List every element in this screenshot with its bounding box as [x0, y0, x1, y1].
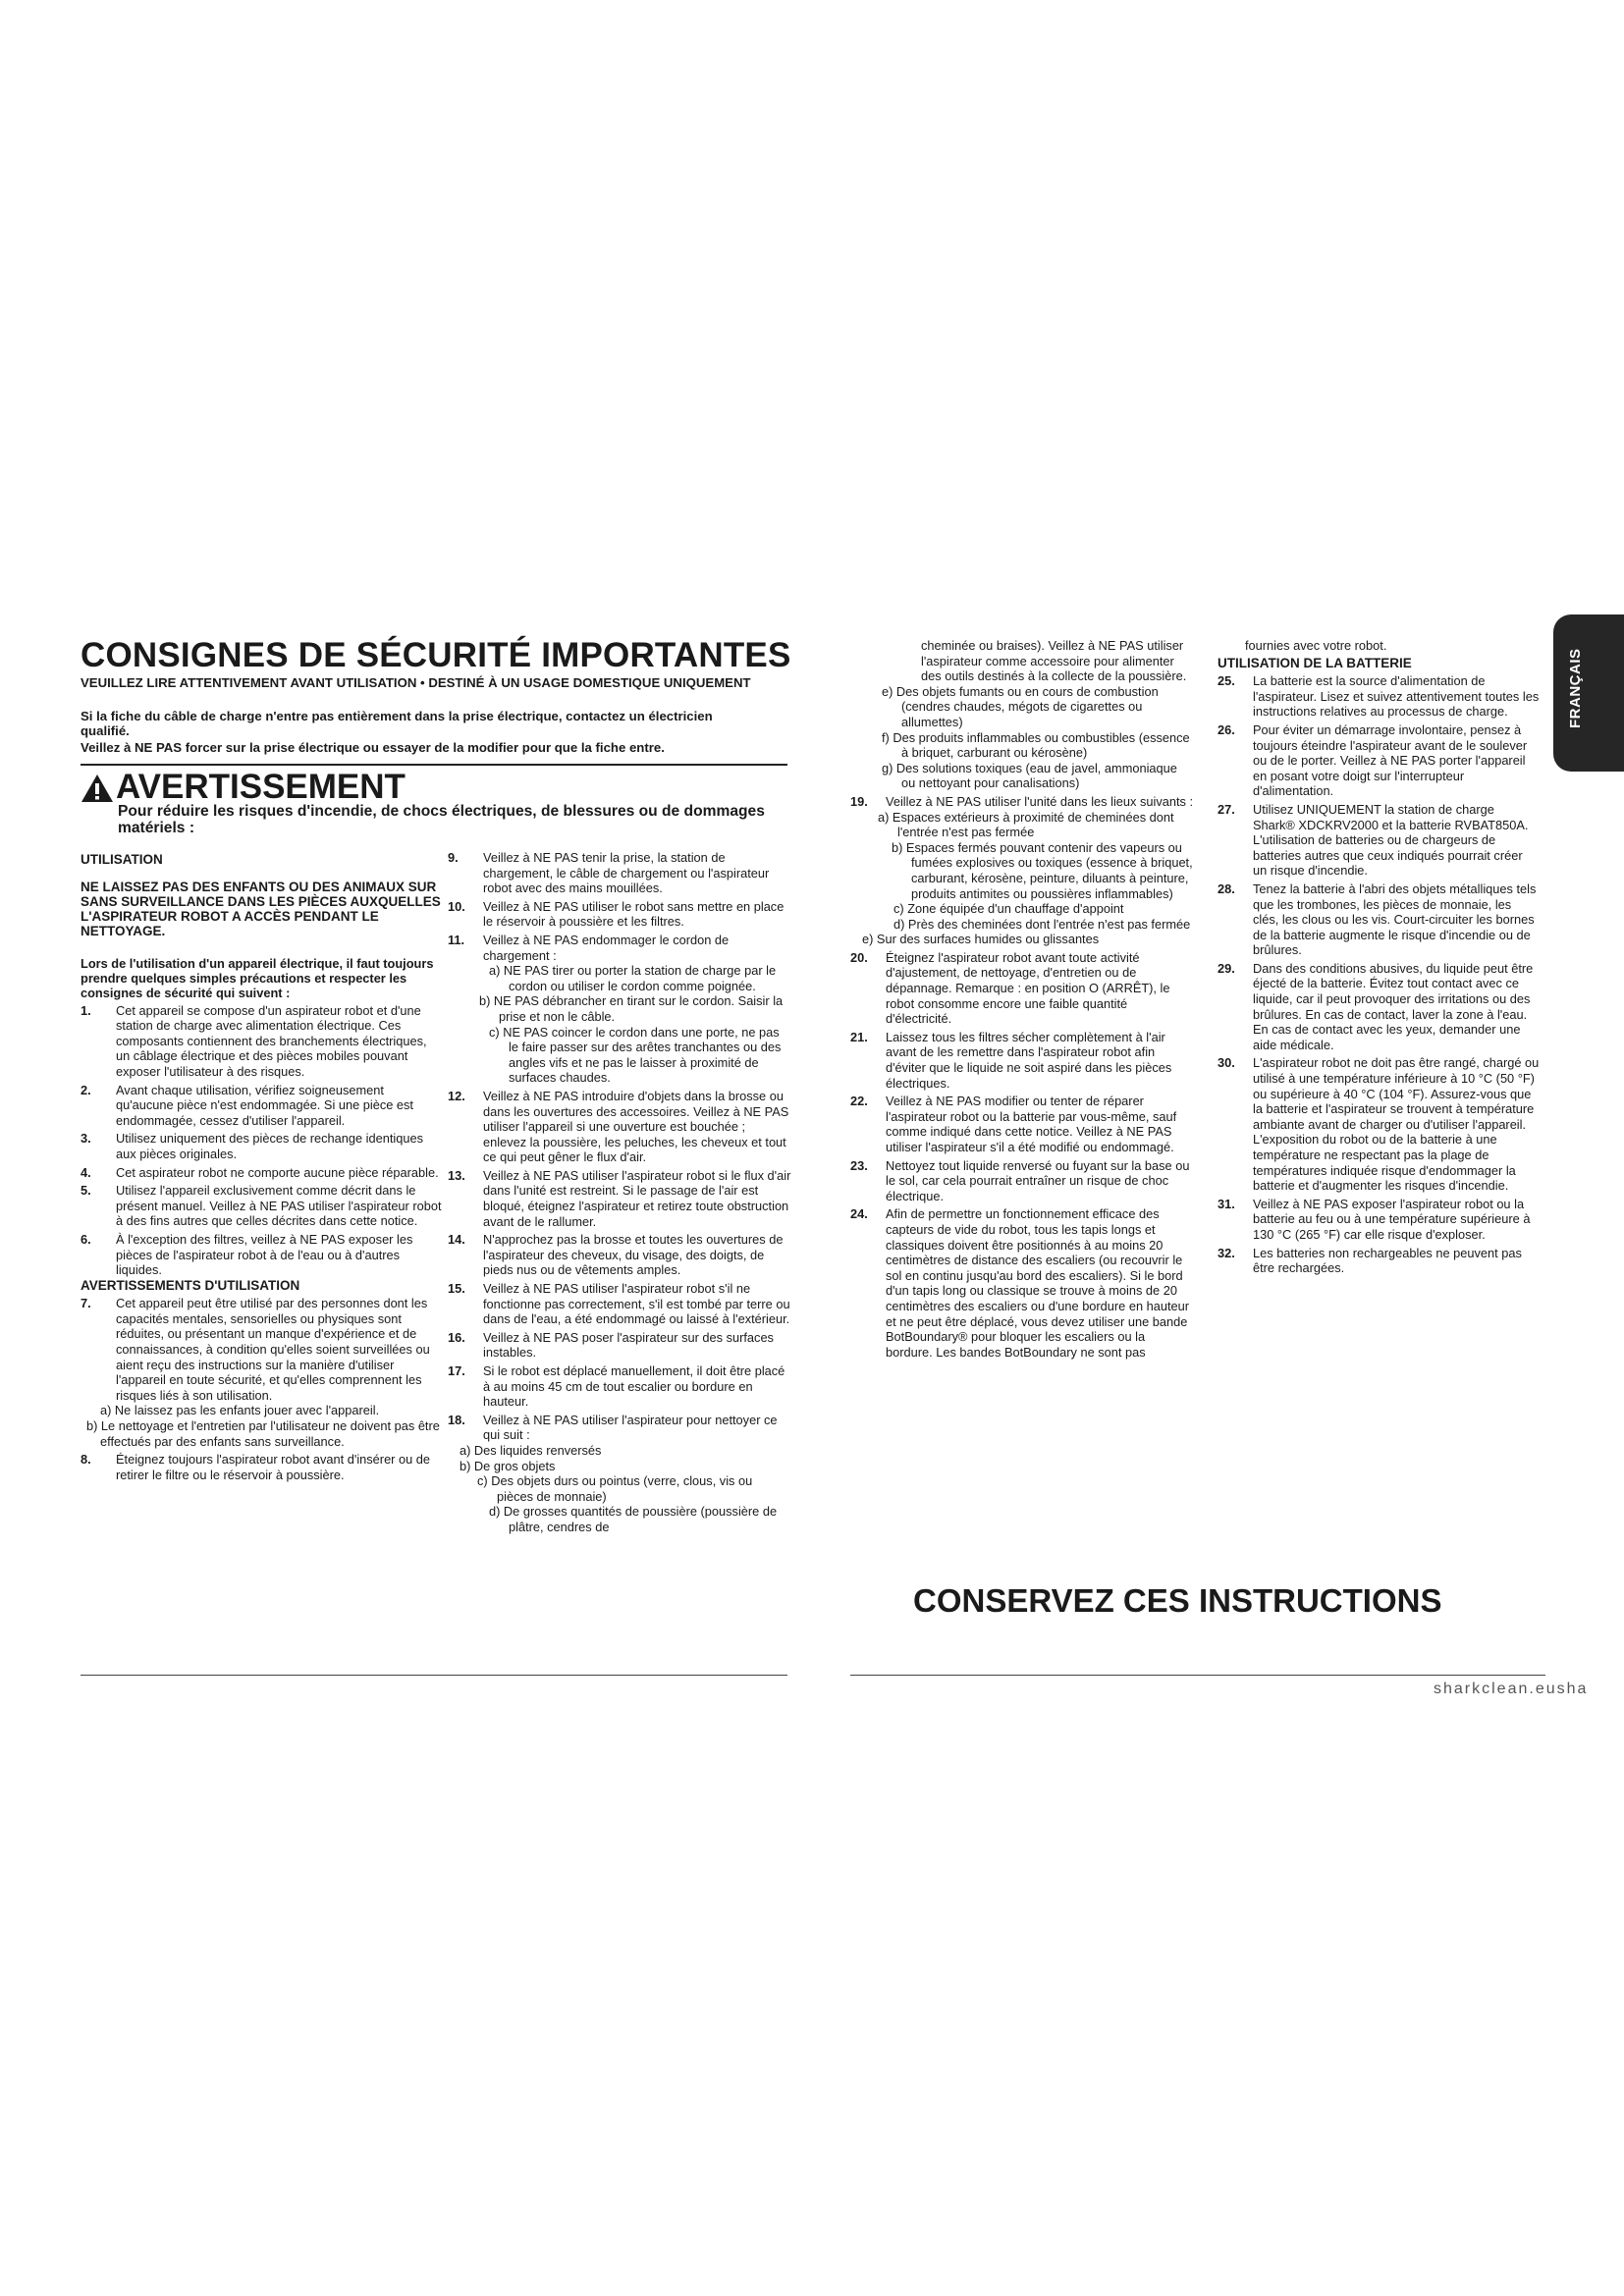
sub-item: b) Le nettoyage et l'entretien par l'utilisateur ne doivent pas être effectués par des enfants sans surveillance.	[86, 1418, 440, 1449]
right-bottom-rule	[850, 1675, 1545, 1676]
list-item: 23. Nettoyez tout liquide renversé ou fuyant sur la base ou le sol, car cela pourrait entraîner un risque de choc électrique.	[850, 1157, 1190, 1203]
page-subtitle: VEUILLEZ LIRE ATTENTIVEMENT AVANT UTILISATION • DESTINÉ À UN USAGE DOMESTIQUE UNIQUEMENT	[81, 675, 751, 690]
conserve-heading: CONSERVEZ CES INSTRUCTIONS	[913, 1582, 1442, 1619]
list-item: 16. Veillez à NE PAS poser l'aspirateur sur des surfaces instables.	[448, 1329, 774, 1361]
sub-item: a) Espaces extérieurs à proximité de cheminées dont l'entrée n'est pas fermée	[878, 809, 1174, 840]
column-3	[850, 638, 1194, 1360]
left-bottom-rule	[81, 1675, 787, 1676]
column-2	[448, 850, 791, 1535]
list-item: 26. Pour éviter un démarrage involontaire, pensez à toujours éteindre l'aspirateur avant de le soulever ou de le porter. Veillez à NE PAS porter l'appareil en posant votre doigt sur l'interrupteur d'alimentation.	[1218, 721, 1528, 799]
list-item: 27. Utilisez UNIQUEMENT la station de charge Shark® XDCKRV2000 et la batterie RVBAT850A. L'utilisation de batteries ou de chargeurs de batteries autres que ceux indiqués pourrait créer un risque d'incendie.	[1218, 801, 1529, 879]
list-item: 18. Veillez à NE PAS utiliser l'aspirateur pour nettoyer ce qui suit :	[448, 1412, 778, 1443]
intro-text: Lors de l'utilisation d'un appareil électrique, il faut toujours prendre quelques simples précautions et respecter les consignes de sécurité qui suivent :	[81, 955, 434, 1000]
list-item: 5. Utilisez l'appareil exclusivement comme décrit dans le présent manuel. Veillez à NE PAS utiliser l'aspirateur robot à des fins autres que celles décrites dans cette notice.	[81, 1183, 442, 1229]
section-batterie: UTILISATION DE LA BATTERIE	[1218, 655, 1412, 670]
column-1	[81, 852, 444, 1482]
sub-item: d) De grosses quantités de poussière (poussière de plâtre, cendres de	[489, 1504, 778, 1534]
website-url: sharkclean.eusha	[1434, 1681, 1589, 1697]
list-item: 10. Veillez à NE PAS utiliser le robot sans mettre en place le réservoir à poussière et les filtres.	[448, 898, 785, 930]
list-item: 31. Veillez à NE PAS exposer l'aspirateur robot ou la batterie au feu ou à une température supérieure à 130 °C (265 °F) car elle risque d'exploser.	[1218, 1196, 1531, 1242]
section-utilisation: UTILISATION	[81, 852, 163, 867]
sub-item: f) Des produits inflammables ou combustibles (essence à briquet, carburant ou kérosène)	[882, 729, 1190, 761]
sub-item: a) NE PAS tirer ou porter la station de charge par le cordon ou utiliser le cordon comme poignée.	[489, 963, 777, 993]
list-item: 14. N'approchez pas la brosse et toutes les ouvertures de l'aspirateur des cheveux, du visage, des doigts, de pieds nus ou de vêtements amples.	[448, 1232, 784, 1278]
sub-item: c) NE PAS coincer le cordon dans une porte, ne pas le faire passer sur des arêtes tranchantes ou des angles vifs et ne pas le laisser à proximité de surfaces chaudes.	[489, 1024, 782, 1086]
list-item: 20. Éteignez l'aspirateur robot avant toute activité d'ajustement, de nettoyage, d'entretien ou de dépannage. Remarque : en position O (ARRÊT), le robot consomme encore une faible quantité d'électricité.	[850, 949, 1170, 1027]
list-item: 2. Avant chaque utilisation, vérifiez soigneusement qu'aucune pièce n'est endommagée. Si une pièce est endommagée, cessez d'utiliser l'appareil.	[81, 1082, 413, 1128]
continued-text: cheminée ou braises). Veillez à NE PAS utiliser l'aspirateur comme accessoire pour alimenter des outils destinés à la collecte de la poussière.	[921, 638, 1187, 684]
sub-item: g) Des solutions toxiques (eau de javel, ammoniaque ou nettoyant pour canalisations)	[882, 760, 1177, 791]
list-item: 3. Utilisez uniquement des pièces de rechange identiques aux pièces originales.	[81, 1131, 424, 1161]
list-item: 29. Dans des conditions abusives, du liquide peut être éjecté de la batterie. Évitez tout contact avec ce liquide, car il peut provoquer des irritations ou des brûlures. En cas de contact, laver la zone à l'eau. En cas de contact avec les yeux, demander une aide médicale.	[1218, 960, 1534, 1052]
list-item: 30. L'aspirateur robot ne doit pas être rangé, chargé ou utilisé à une température inférieure à 10 °C (50 °F) ou supérieure à 40 °C (104 °F). Assurez-vous que la batterie et l'aspirateur se trouvent à température ambiante avant de charger ou d'utiliser l'appareil. L'exposition du robot ou de la batterie à une température ne respectant pas la plage de températures indiquée risque d'endommager la batterie et d'augmenter les risques d'incendie.	[1218, 1055, 1540, 1194]
list-item: 12. Veillez à NE PAS introduire d'objets dans la brosse ou dans les ouvertures des accessoires. Veillez à NE PAS utiliser l'appareil si une ouverture est bouchée ; enlevez la poussière, les peluches, les cheveux et tout ce qui peut gêner le flux d'air.	[448, 1088, 789, 1165]
list-item: 22. Veillez à NE PAS modifier ou tenter de réparer l'aspirateur robot ou la batterie par vous-même, sauf comme indiqué dans cette notice. Veillez à NE PAS utiliser l'aspirateur s'il a été modifié ou endommagé.	[850, 1094, 1177, 1154]
list-item: 6. À l'exception des filtres, veillez à NE PAS exposer les pièces de l'aspirateur robot à de l'eau ou à d'autres liquides.	[81, 1231, 413, 1278]
list-item: 8. Éteignez toujours l'aspirateur robot avant d'insérer ou de retirer le filtre ou le réservoir à poussière.	[81, 1452, 431, 1482]
sub-item: e) Des objets fumants ou en cours de combustion (cendres chaudes, mégots de cigarettes ou allumettes)	[882, 683, 1159, 729]
sub-item: b) NE PAS débrancher en tirant sur le cordon. Saisir la prise et non le câble.	[479, 993, 784, 1024]
sub-item: a) Des liquides renversés	[460, 1442, 602, 1458]
list-item: 21. Laissez tous les filtres sécher complètement à l'air avant de les remettre dans l'aspirateur robot afin d'éviter que le liquide ne soit aspiré dans les pièces électriques.	[850, 1029, 1172, 1091]
list-item: 4. Cet aspirateur robot ne comporte aucune pièce réparable.	[81, 1164, 439, 1180]
list-item: 24. Afin de permettre un fonctionnement efficace des capteurs de vide du robot, tous les tapis longs et classiques doivent être positionnés à au moins 20 centimètres de distance des escaliers (ou recouvrir le sol en continu jusqu'au bord des escaliers). Si le bord d'un tapis long ou classique se trouve à moins de 20 centimètres des escaliers ou d'une bordure en hauteur et ne peut être déplacé, vous devez utiliser une bande BotBoundary® pour bloquer les escaliers ou la bordure. Les bandes BotBoundary ne sont pas	[850, 1206, 1190, 1360]
warning-title: AVERTISSEMENT	[116, 768, 406, 806]
header-note-1: Si la fiche du câble de charge n'entre pas entièrement dans la prise électrique, contactez un électricien qualifié.	[81, 709, 713, 738]
sub-item: c) Des objets durs ou pointus (verre, clous, vis ou pièces de monnaie)	[477, 1473, 753, 1504]
list-item: 1. Cet appareil se compose d'un aspirateur robot et d'une station de charge avec alimentation électrique. Ces composants contiennent des branchements électriques, un câblage électrique et des pièces mobiles pouvant exposer l'utilisateur à des risques.	[81, 1002, 427, 1079]
list-item: 17. Si le robot est déplacé manuellement, il doit être placé à au moins 45 cm de tout escalier ou bordure en hauteur.	[448, 1363, 785, 1410]
list-item: 13. Veillez à NE PAS utiliser l'aspirateur robot si le flux d'air dans l'unité est restreint. Si le passage de l'air est bloqué, éteignez l'aspirateur et retirez toute obstruction avant de le rallumer.	[448, 1167, 791, 1229]
list-item: 25. La batterie est la source d'alimentation de l'aspirateur. Lisez et suivez attentivement toutes les instructions relatives au processus de charge.	[1218, 673, 1540, 720]
list-item: 32. Les batteries non rechargeables ne peuvent pas être rechargées.	[1218, 1245, 1522, 1276]
children-warning: NE LAISSEZ PAS DES ENFANTS OU DES ANIMAUX SUR SANS SURVEILLANCE DANS LES PIÈCES AUXQUELLES L'ASPIRATEUR ROBOT A ACCÈS PENDANT LE NETTOYAGE.	[81, 879, 441, 938]
column-4	[1218, 638, 1540, 1276]
sub-item: e) Sur des surfaces humides ou glissantes	[862, 932, 1100, 947]
section-avertissements: AVERTISSEMENTS D'UTILISATION	[81, 1277, 300, 1293]
sub-item: c) Zone équipée d'un chauffage d'appoint	[893, 901, 1124, 917]
warning-triangle-icon	[81, 774, 114, 803]
sub-item: b) Espaces fermés pouvant contenir des vapeurs ou fumées explosives ou toxiques (essence à briquet, carburant, kérosène, peinture, diluants à peinture, produits antimites ou poussières inflammables)	[892, 839, 1193, 901]
continued-text: fournies avec votre robot.	[1245, 638, 1387, 653]
header-note-2: Veillez à NE PAS forcer sur la prise électrique ou essayer de la modifier pour que la fiche entre.	[81, 740, 665, 755]
list-item: 9. Veillez à NE PAS tenir la prise, la station de chargement, le câble de chargement ou l'aspirateur robot avec des mains mouillées.	[448, 850, 770, 896]
list-item: 7. Cet appareil peut être utilisé par des personnes dont les capacités mentales, sensorielles ou physiques sont réduites, ou présentant un manque d'expérience et de connaissances, à condition qu'elles soient surveillées ou aient reçu des instructions sur la manière d'utiliser l'appareil en toute sécurité, et qu'elles comprennent les risques liés à son utilisation.	[81, 1296, 430, 1403]
list-item: 15. Veillez à NE PAS utiliser l'aspirateur robot s'il ne fonctionne pas correctement, s'il est tombé par terre ou dans de l'eau, a été endommagé ou laissé à l'extérieur.	[448, 1281, 790, 1327]
header-rule	[81, 764, 787, 766]
sub-item: a) Ne laissez pas les enfants jouer avec l'appareil.	[100, 1403, 380, 1418]
language-tab-label: FRANÇAIS	[1567, 648, 1584, 728]
list-item: 11. Veillez à NE PAS endommager le cordon de chargement :	[448, 932, 730, 963]
page-title: CONSIGNES DE SÉCURITÉ IMPORTANTES	[81, 636, 791, 674]
list-item: 28. Tenez la batterie à l'abri des objets métalliques tels que les trombones, les pièces de monnaie, les clés, les clous ou les vis. Court-circuiter les bornes de la batterie augmente le risque d'incendie ou de brûlures.	[1218, 881, 1537, 958]
sub-item: d) Près des cheminées dont l'entrée n'est pas fermée	[893, 916, 1191, 932]
language-tab	[1553, 614, 1624, 772]
warning-text: Pour réduire les risques d'incendie, de chocs électriques, de blessures ou de dommages matériels :	[118, 803, 765, 836]
sub-item: b) De gros objets	[460, 1458, 556, 1473]
list-item: 19. Veillez à NE PAS utiliser l'unité dans les lieux suivants :	[850, 793, 1194, 809]
